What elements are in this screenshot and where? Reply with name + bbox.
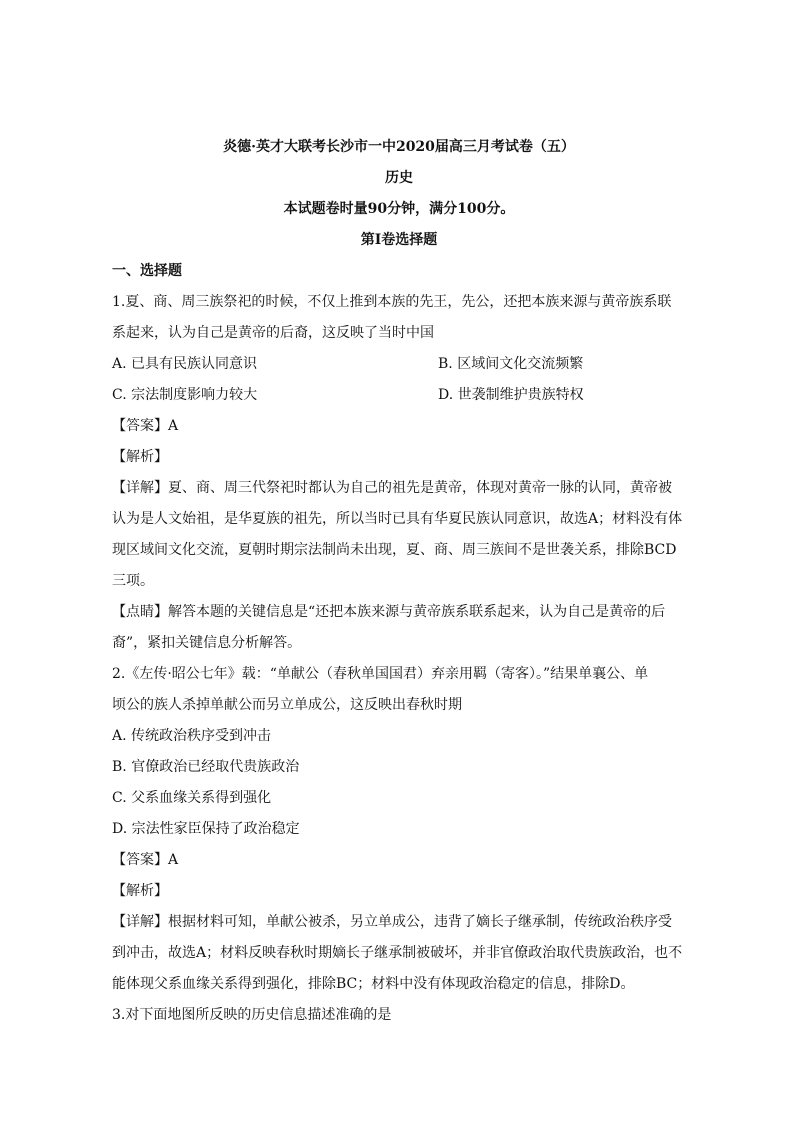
detail-line: 现区域间文化交流，夏朝时期宗法制尚未出现，夏、商、周三族间不是世袭关系，排除BCD [112,542,677,558]
question-3 [112,1000,686,1031]
question-stem-line: 2.《左传·昭公七年》载：“单献公（春秋单国国君）弃亲用羁（寄客）。”结果单襄公、单 [112,666,649,682]
tip-line: 【点睛】解答本题的关键信息是“还把本族来源与黄帝族系联系起来，认为自己是黄帝的后 [112,604,666,620]
analysis-label: 【解析】 [112,449,168,465]
question-stem-line: 系起来，认为自己是黄帝的后裔，这反映了当时中国 [112,325,434,341]
detail-line: 到冲击，故选A；材料反映春秋时期嫡长子继承制被破坏，并非官僚政治取代贵族政治，也不 [112,945,683,961]
analysis-label: 【解析】 [112,883,168,899]
option-d: D. 宗法性家臣保持了政治稳定 [112,821,300,837]
exam-info: 本试题卷时量90分钟，满分100分。 [283,201,515,217]
question-stem-line: 1.夏、商、周三族祭祀的时候，不仅上推到本族的先王，先公，还把本族来源与黄帝族系联 [112,294,672,310]
detail-line: 三项。 [112,573,154,589]
option-d: D. 世袭制维护贵族特权 [438,387,584,403]
question-stem-line: 3.对下面地图所反映的历史信息描述准确的是 [112,1007,392,1023]
answer-line: 【答案】A [112,418,179,434]
option-c: C. 宗法制度影响力较大 [112,387,258,403]
document-content [112,132,686,1031]
option-a: A. 传统政治秩序受到冲击 [112,728,272,744]
option-a: A. 已具有民族认同意识 [112,356,258,372]
option-b: B. 区域间文化交流频繁 [438,356,584,372]
tip-line: 裔”，紧扣关键信息分析解答。 [112,635,302,651]
question-1 [112,287,686,659]
question-2 [112,659,686,1000]
detail-line: 【详解】夏、商、周三代祭祀时都认为自己的祖先是黄帝，体现对黄帝一脉的认同，黄帝被 [112,480,672,496]
question-options [112,349,686,411]
detail-line: 能体现父系血缘关系得到强化，排除BC；材料中没有体现政治稳定的信息，排除D。 [112,976,635,992]
section-heading: 一、选择题 [112,263,182,279]
answer-line: 【答案】A [112,852,179,868]
part-title: 第I卷选择题 [360,232,438,248]
subject-title: 历史 [385,170,413,186]
option-b: B. 官僚政治已经取代贵族政治 [112,759,300,775]
option-c: C. 父系血缘关系得到强化 [112,790,272,806]
detail-line: 认为是人文始祖，是华夏族的祖先，所以当时已具有华夏民族认同意识，故选A；材料没有体 [112,511,683,527]
detail-line: 【详解】根据材料可知，单献公被杀，另立单成公，违背了嫡长子继承制，传统政治秩序受 [112,914,672,930]
question-stem-line: 顷公的族人杀掉单献公而另立单成公，这反映出春秋时期 [112,697,462,713]
exam-title: 炎德·英才大联考长沙市一中2020届高三月考试卷（五） [223,139,575,155]
